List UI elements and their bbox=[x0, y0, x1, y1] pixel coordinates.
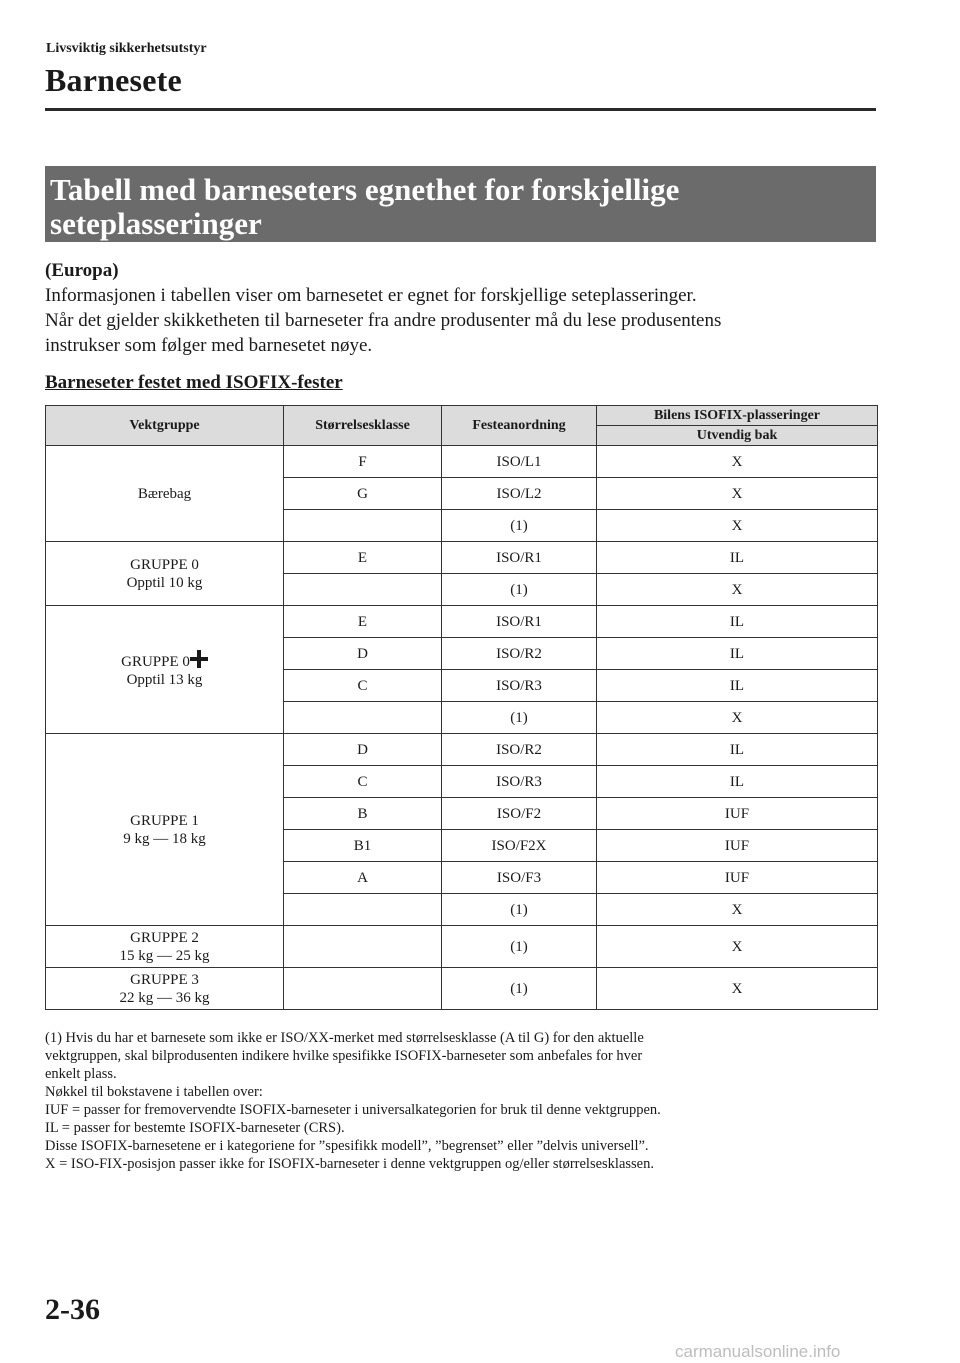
position-cell: IL bbox=[597, 606, 878, 638]
position-cell: IL bbox=[597, 734, 878, 766]
plus-icon bbox=[190, 650, 208, 668]
title-divider bbox=[45, 108, 876, 111]
weight-group-cell bbox=[46, 446, 284, 542]
position-cell: X bbox=[597, 510, 878, 542]
size-class-cell: D bbox=[284, 638, 442, 670]
fixture-cell: ISO/F2 bbox=[442, 798, 597, 830]
breadcrumb: Livsviktig sikkerhetsutstyr bbox=[46, 41, 207, 56]
size-class-cell: C bbox=[284, 670, 442, 702]
weight-group-line bbox=[46, 971, 283, 989]
section-banner bbox=[45, 166, 876, 242]
position-cell: IL bbox=[597, 670, 878, 702]
column-header: Bilens ISOFIX-plasseringer bbox=[597, 406, 878, 426]
footnote-line: IL = passer for bestemte ISOFIX-barneseter (CRS). bbox=[45, 1120, 345, 1136]
weight-group-text: 22 kg — 36 kg bbox=[119, 989, 210, 1006]
table-row bbox=[46, 606, 878, 638]
fixture-cell: (1) bbox=[442, 968, 597, 1010]
position-cell: X bbox=[597, 702, 878, 734]
size-class-cell bbox=[284, 702, 442, 734]
size-class-cell bbox=[284, 574, 442, 606]
footnote-line: IUF = passer for fremovervendte ISOFIX-barneseter i universalkategorien for bruk til denne vektgruppen. bbox=[45, 1102, 661, 1118]
weight-group-line bbox=[46, 650, 283, 671]
position-cell: X bbox=[597, 968, 878, 1010]
position-cell: X bbox=[597, 574, 878, 606]
fixture-cell: ISO/R1 bbox=[442, 542, 597, 574]
fixture-cell: ISO/L2 bbox=[442, 478, 597, 510]
footnotes bbox=[45, 1029, 845, 1173]
fixture-cell: ISO/R2 bbox=[442, 638, 597, 670]
weight-group-line bbox=[46, 671, 283, 689]
column-subheader: Utvendig bak bbox=[597, 426, 878, 446]
column-header: Størrelsesklasse bbox=[284, 406, 442, 446]
size-class-cell: E bbox=[284, 542, 442, 574]
intro-line: Informasjonen i tabellen viser om barnesetet er egnet for forskjellige seteplasseringer. bbox=[45, 285, 697, 306]
footnote-line: enkelt plass. bbox=[45, 1066, 117, 1082]
intro-text bbox=[45, 258, 875, 358]
fixture-cell: (1) bbox=[442, 894, 597, 926]
page-number: 2-36 bbox=[45, 1293, 100, 1326]
weight-group-cell bbox=[46, 542, 284, 606]
section-title-line: seteplasseringer bbox=[50, 206, 262, 241]
intro-line: instrukser som følger med barnesetet nøye. bbox=[45, 335, 373, 356]
fixture-cell: (1) bbox=[442, 926, 597, 968]
weight-group-text: Bærebag bbox=[137, 485, 192, 502]
position-cell: IL bbox=[597, 638, 878, 670]
weight-group-text: 15 kg — 25 kg bbox=[119, 947, 210, 964]
watermark: carmanualsonline.info bbox=[675, 1342, 841, 1361]
footnote-line: vektgruppen, skal bilprodusenten indikere hvilke spesifikke ISOFIX-barneseter som anbefales for hver bbox=[45, 1048, 643, 1064]
fixture-cell: (1) bbox=[442, 510, 597, 542]
table-row bbox=[46, 968, 878, 1010]
weight-group-line bbox=[46, 830, 283, 848]
size-class-cell: F bbox=[284, 446, 442, 478]
position-cell: X bbox=[597, 926, 878, 968]
table-subheading: Barneseter festet med ISOFIX-fester bbox=[45, 372, 343, 393]
size-class-cell: D bbox=[284, 734, 442, 766]
footnote-line: (1) Hvis du har et barnesete som ikke er ISO/XX-merket med størrelsesklasse (A til G) for den aktuelle bbox=[45, 1030, 644, 1046]
weight-group-cell bbox=[46, 734, 284, 926]
weight-group-line bbox=[46, 947, 283, 965]
size-class-cell bbox=[284, 926, 442, 968]
size-class-cell: C bbox=[284, 766, 442, 798]
weight-group-line bbox=[46, 556, 283, 574]
isofix-table bbox=[45, 405, 878, 1010]
weight-group-cell bbox=[46, 968, 284, 1010]
column-header: Festeanordning bbox=[442, 406, 597, 446]
intro-line: Når det gjelder skikketheten til barneseter fra andre produsenter må du lese produsentens bbox=[45, 310, 722, 331]
weight-group-text: GRUPPE 0 bbox=[121, 654, 190, 670]
weight-group-text: GRUPPE 3 bbox=[130, 971, 199, 988]
footnote-line: Nøkkel til bokstavene i tabellen over: bbox=[45, 1084, 263, 1100]
footnote-line: Disse ISOFIX-barnesetene er i kategoriene for ”spesifikk modell”, ”begrenset” eller ”delvis universell”. bbox=[45, 1138, 649, 1154]
position-cell: X bbox=[597, 894, 878, 926]
column-header: Vektgruppe bbox=[46, 406, 284, 446]
page-title: Barnesete bbox=[45, 62, 182, 98]
fixture-cell: ISO/R2 bbox=[442, 734, 597, 766]
table-row bbox=[46, 446, 878, 478]
fixture-cell: ISO/R3 bbox=[442, 766, 597, 798]
weight-group-line bbox=[46, 989, 283, 1007]
weight-group-text: Opptil 13 kg bbox=[126, 672, 203, 688]
fixture-cell: (1) bbox=[442, 574, 597, 606]
weight-group-line bbox=[46, 574, 283, 592]
weight-group-text: Opptil 10 kg bbox=[126, 574, 203, 591]
table-row bbox=[46, 542, 878, 574]
size-class-cell: B1 bbox=[284, 830, 442, 862]
position-cell: IUF bbox=[597, 830, 878, 862]
fixture-cell: ISO/R3 bbox=[442, 670, 597, 702]
size-class-cell bbox=[284, 894, 442, 926]
table-row bbox=[46, 734, 878, 766]
weight-group-line bbox=[46, 929, 283, 947]
position-cell: IL bbox=[597, 766, 878, 798]
table-row bbox=[46, 926, 878, 968]
footnote-line: X = ISO-FIX-posisjon passer ikke for ISOFIX-barneseter i denne vektgruppen og/eller størrelsesklassen. bbox=[45, 1156, 654, 1172]
fixture-cell: ISO/F2X bbox=[442, 830, 597, 862]
fixture-cell: (1) bbox=[442, 702, 597, 734]
weight-group-line bbox=[46, 485, 283, 503]
region-label: (Europa) bbox=[45, 260, 119, 281]
fixture-cell: ISO/R1 bbox=[442, 606, 597, 638]
table-body bbox=[46, 446, 878, 1010]
weight-group-cell bbox=[46, 606, 284, 734]
section-title-line: Tabell med barneseters egnethet for forskjellige bbox=[50, 172, 680, 207]
weight-group-text: 9 kg — 18 kg bbox=[123, 830, 206, 847]
weight-group-text: GRUPPE 1 bbox=[130, 812, 199, 829]
position-cell: IL bbox=[597, 542, 878, 574]
size-class-cell: B bbox=[284, 798, 442, 830]
fixture-cell: ISO/F3 bbox=[442, 862, 597, 894]
position-cell: X bbox=[597, 478, 878, 510]
size-class-cell: A bbox=[284, 862, 442, 894]
position-cell: IUF bbox=[597, 862, 878, 894]
fixture-cell: ISO/L1 bbox=[442, 446, 597, 478]
size-class-cell bbox=[284, 968, 442, 1010]
position-cell: X bbox=[597, 446, 878, 478]
position-cell: IUF bbox=[597, 798, 878, 830]
size-class-cell: E bbox=[284, 606, 442, 638]
size-class-cell bbox=[284, 510, 442, 542]
weight-group-text: GRUPPE 2 bbox=[130, 929, 199, 946]
weight-group-line bbox=[46, 812, 283, 830]
weight-group-cell bbox=[46, 926, 284, 968]
weight-group-text: GRUPPE 0 bbox=[130, 556, 199, 573]
size-class-cell: G bbox=[284, 478, 442, 510]
